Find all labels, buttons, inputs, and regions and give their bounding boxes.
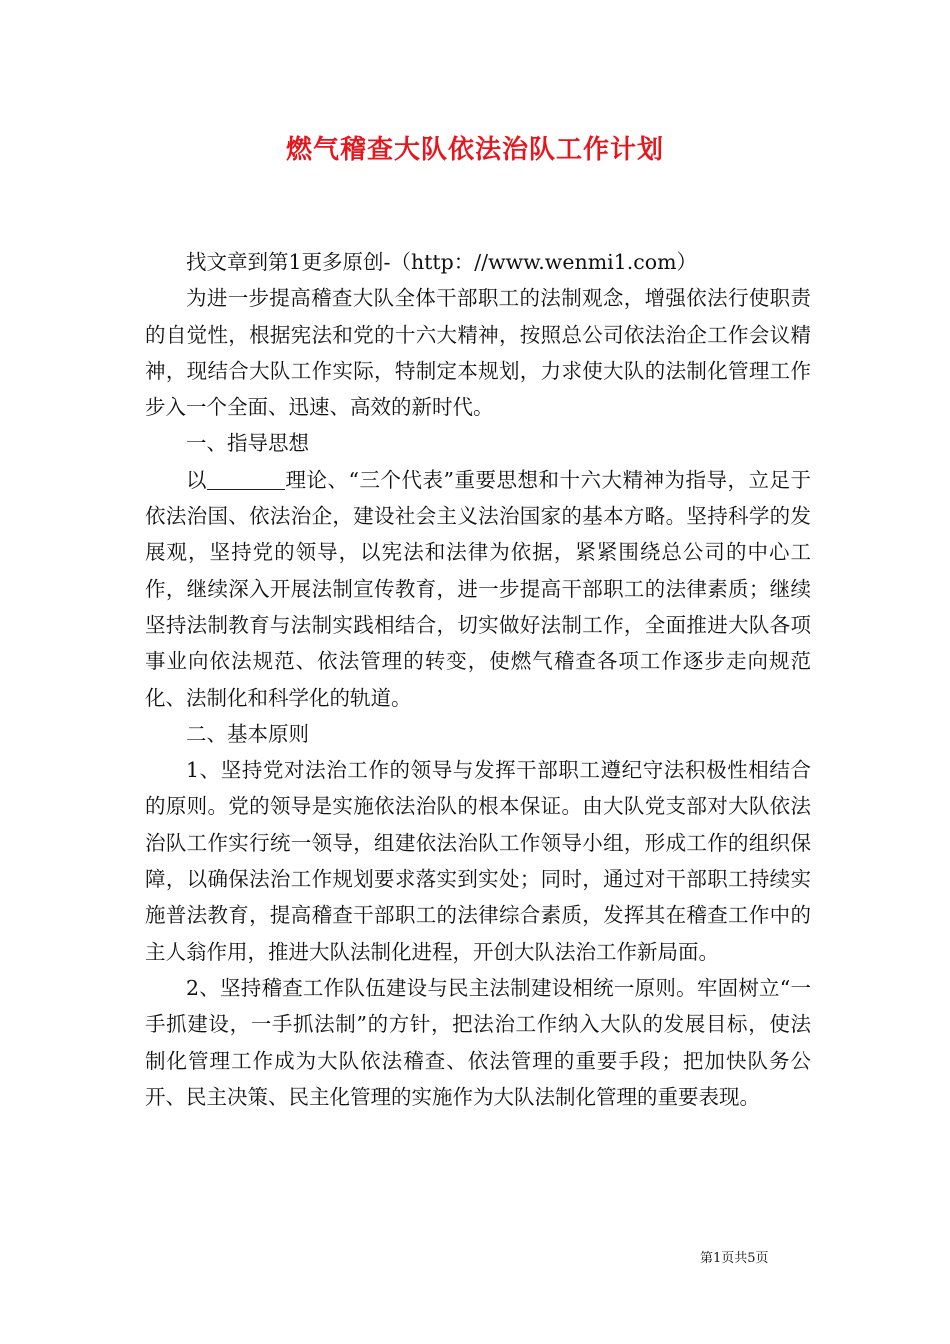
guiding-ideology-paragraph — [145, 462, 811, 716]
page-title: 燃气稽查大队依法治队工作计划 — [285, 135, 664, 165]
section-heading-guiding-ideology: 一、指导思想 — [186, 431, 309, 456]
principle-2-paragraph: 2、坚持稽查工作队伍建设与民主法制建设相统一原则。牢固树立“一手抓建设，一手抓法制”的方针，把法治工作纳入大队的发展目标，使法制化管理工作成为大队依法稽查、依法管理的重要手段；把加快队务公开、民主决策、民主化管理的实施作为大队法制化管理的重要表现。 — [145, 975, 811, 1109]
principle-1-paragraph: 1、坚持党对法治工作的领导与发挥干部职工遵纪守法积极性相结合的原则。党的领导是实施依法治队的根本保证。由大队党支部对大队依法治队工作实行统一领导，组建依法治队工作领导小组，形成工作的组织保障，以确保法治工作规划要求落实到实处；同时，通过对干部职工持续实施普法教育，提高稽查干部职工的法律综合素质，发挥其在稽查工作中的主人翁作用，推进大队法制化进程，开创大队法治工作新局面。 — [145, 758, 811, 964]
intro-paragraph: 为进一步提高稽查大队全体干部职工的法制观念，增强依法行使职责的自觉性，根据宪法和党的十六大精神，按照总公司依法治企工作会议精神，现结合大队工作实际，特制定本规划，力求使大队的法制化管理工作步入一个全面、迅速、高效的新时代。 — [145, 286, 811, 420]
document-body — [145, 244, 811, 1115]
page-number-footer: 第1页共5页 — [700, 1251, 769, 1266]
fill-in-blank — [207, 468, 285, 490]
guiding-ideology-text: 理论、“三个代表”重要思想和十六大精神为指导，立足于依法治国、依法治企，建设社会主义法治国家的基本方略。坚持科学的发展观，坚持党的领导，以宪法和法律为依据，紧紧围绕总公司的中心工作，继续深入开展法制宣传教育，进一步提高干部职工的法律素质；继续坚持法制教育与法制实践相结合，切实做好法制工作，全面推进大队各项事业向依法规范、依法管理的转变，使燃气稽查各项工作逐步走向规范化、法制化和科学化的轨道。 — [145, 467, 812, 710]
source-line: 找文章到第1更多原创-（http：//www.wenmi1.com） — [186, 250, 698, 274]
guiding-ideology-prefix: 以 — [186, 467, 208, 492]
section-heading-basic-principles: 二、基本原则 — [186, 721, 309, 746]
